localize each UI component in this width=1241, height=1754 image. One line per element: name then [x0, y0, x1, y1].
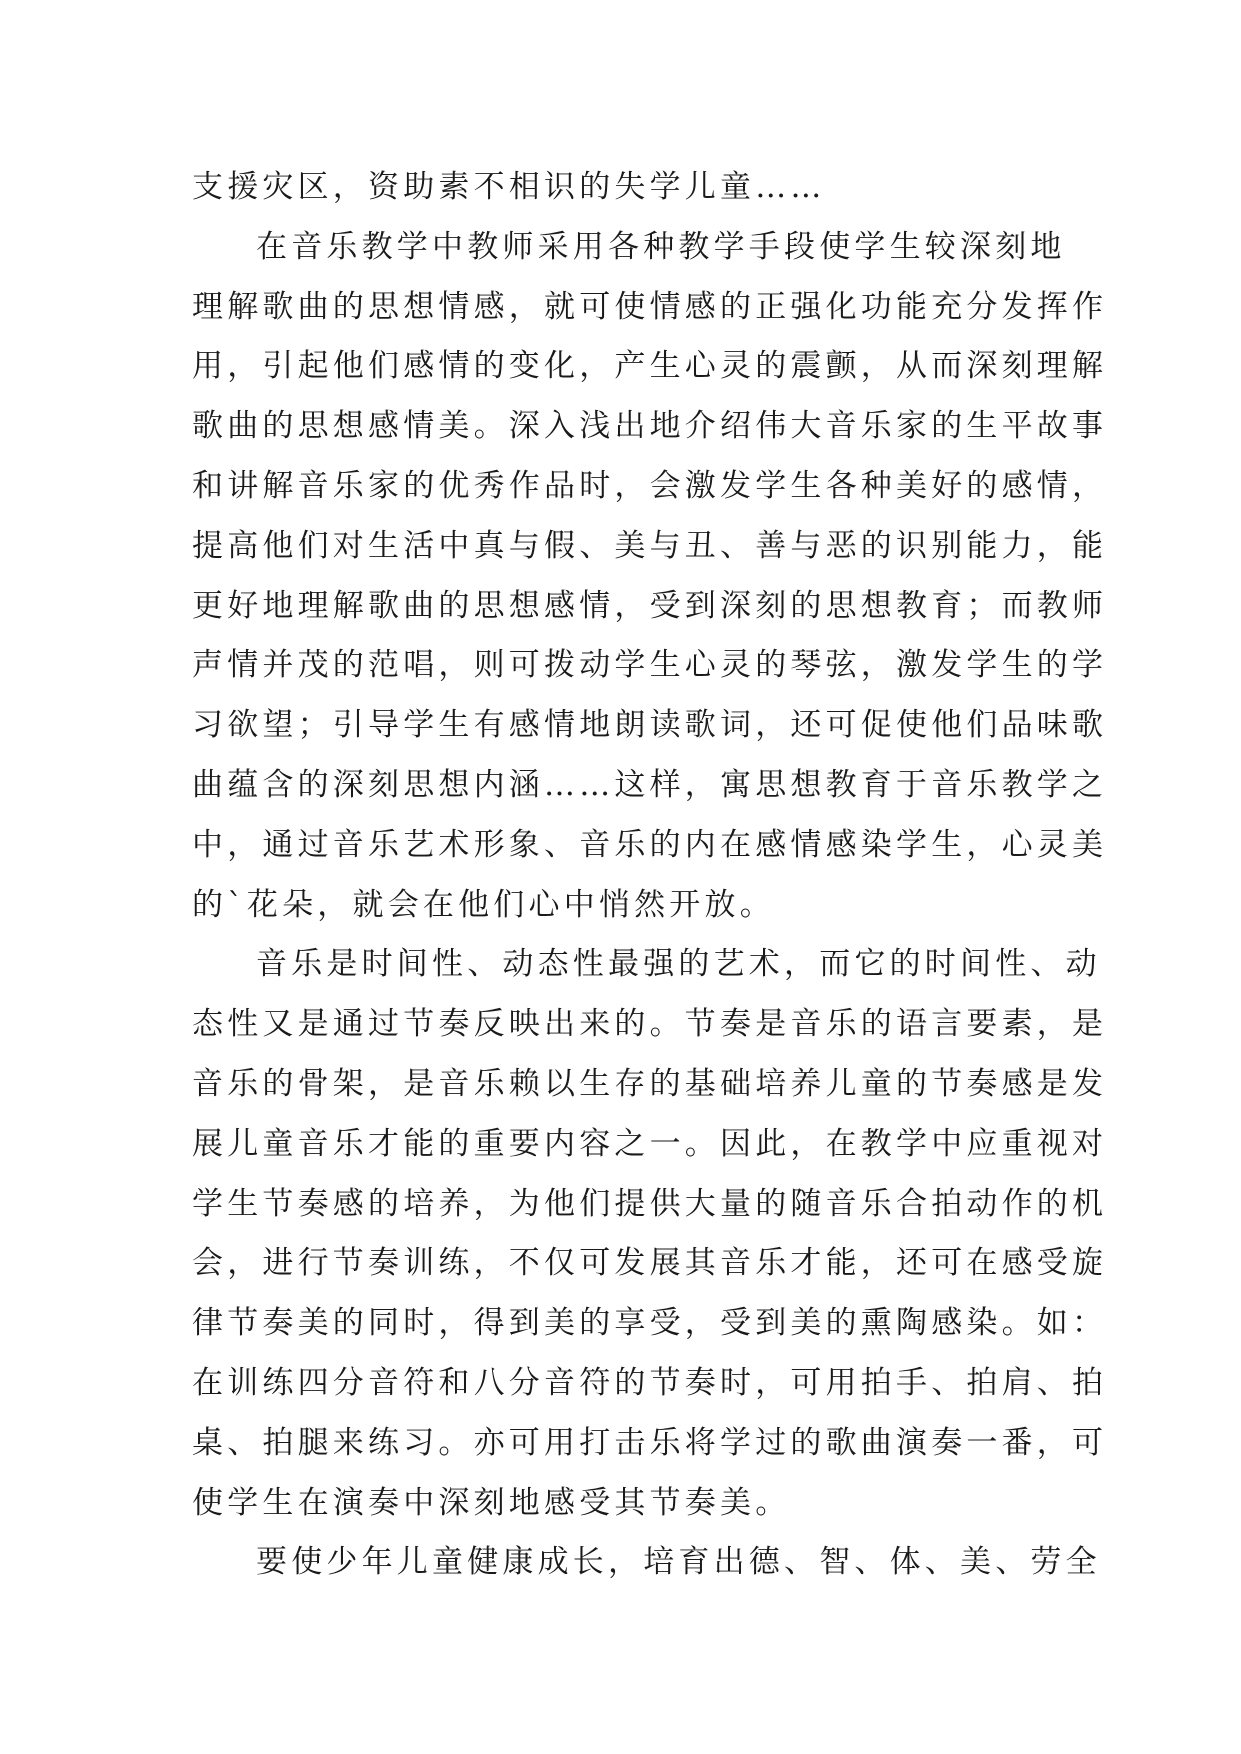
text-line: 桌、拍腿来练习。亦可用打击乐将学过的歌曲演奏一番，可 [192, 1424, 1108, 1461]
text-line: 声情并茂的范唱，则可拨动学生心灵的琴弦，激发学生的学 [192, 647, 1108, 684]
text-line: 在训练四分音符和八分音符的节奏时，可用拍手、拍肩、拍 [192, 1364, 1108, 1401]
text-line: 展儿童音乐才能的重要内容之一。因此，在教学中应重视对 [192, 1125, 1108, 1162]
text-line: 提高他们对生活中真与假、美与丑、善与恶的识别能力，能 [192, 527, 1108, 564]
text-line: 的`花朵，就会在他们心中悄然开放。 [192, 886, 775, 923]
text-line: 音乐的骨架，是音乐赖以生存的基础培养儿童的节奏感是发 [192, 1065, 1108, 1102]
text-line: 支援灾区，资助素不相识的失学儿童…… [192, 169, 826, 205]
text-line: 使学生在演奏中深刻地感受其节奏美。 [192, 1484, 791, 1521]
text-line: 要使少年儿童健康成长，培育出德、智、体、美、劳全 [256, 1544, 1101, 1581]
text-line: 和讲解音乐家的优秀作品时，会激发学生各种美好的感情， [192, 467, 1108, 504]
text-line: 更好地理解歌曲的思想感情，受到深刻的思想教育；而教师 [192, 587, 1108, 624]
text-line: 习欲望；引导学生有感情地朗读歌词，还可促使他们品味歌 [192, 707, 1108, 744]
text-line: 学生节奏感的培养，为他们提供大量的随音乐合拍动作的机 [192, 1185, 1108, 1222]
text-line: 用，引起他们感情的变化，产生心灵的震颤，从而深刻理解 [192, 348, 1108, 385]
text-line: 中，通过音乐艺术形象、音乐的内在感情感染学生，心灵美 [192, 826, 1108, 863]
text-line: 曲蕴含的深刻思想内涵……这样，寓思想教育于音乐教学之 [192, 766, 1108, 803]
text-line: 理解歌曲的思想情感，就可使情感的正强化功能充分发挥作 [192, 288, 1108, 325]
text-line: 会，进行节奏训练，不仅可发展其音乐才能，还可在感受旋 [192, 1245, 1108, 1282]
text-line: 歌曲的思想感情美。深入浅出地介绍伟大音乐家的生平故事 [192, 408, 1108, 445]
body-text [192, 158, 1108, 1593]
text-line: 在音乐教学中教师采用各种教学手段使学生较深刻地 [256, 228, 1066, 265]
text-line: 态性又是通过节奏反映出来的。节奏是音乐的语言要素，是 [192, 1006, 1108, 1043]
text-line: 律节奏美的同时，得到美的享受，受到美的熏陶感染。如： [192, 1305, 1108, 1342]
text-line: 音乐是时间性、动态性最强的艺术，而它的时间性、动 [256, 946, 1101, 983]
